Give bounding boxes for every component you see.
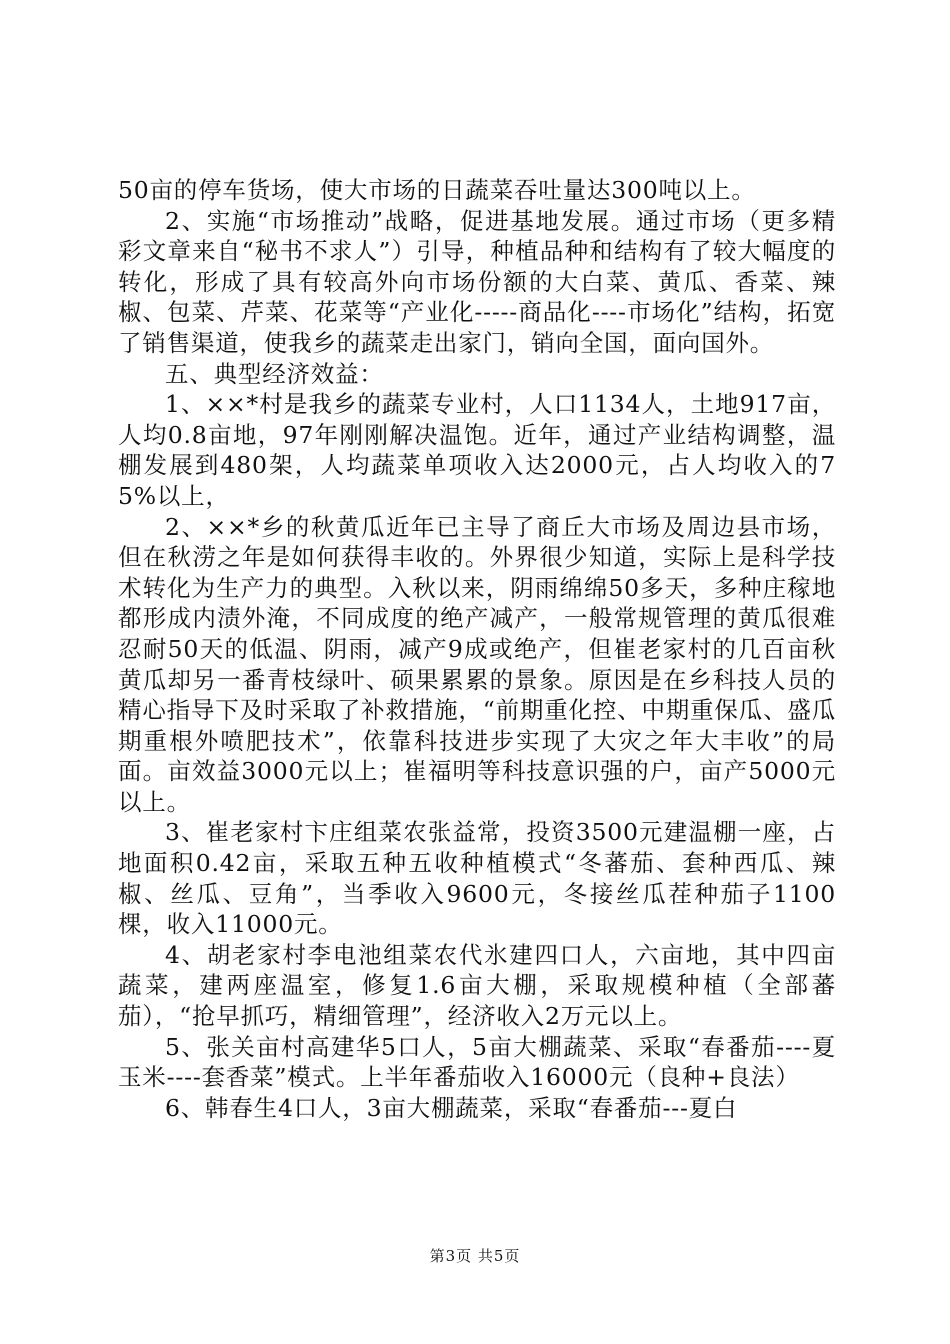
paragraph-continuation: 50亩的停车货场，使大市场的日蔬菜吞吐量达300吨以上。 (118, 176, 756, 204)
paragraph-example-1: 1、××*村是我乡的蔬菜专业村，人口1134人，土地917亩，人均0.8亩地，97年刚刚解决温饱。近年，通过产业结构调整，温棚发展到480架，人均蔬菜单项收入达2000元，占人均收入的75%以上， (118, 390, 836, 510)
paragraph-market-strategy: 2、实施“市场推动”战略，促进基地发展。通过市场（更多精彩文章来自“秘书不求人”）引导，种植品种和结构有了较大幅度的转化，形成了具有较高外向市场份额的大白菜、黄瓜、香菜、辣椒、包菜、芹菜、花菜等“产业化-----商品化----市场化”结构，拓宽了销售渠道，使我乡的蔬菜走出家门，销向全国，面向国外。 (118, 206, 836, 357)
paragraph-example-5: 5、张关亩村高建华5口人，5亩大棚蔬菜、采取“春番茄----夏玉米----套香菜”模式。上半年番茄收入16000元（良种+良法） (118, 1032, 836, 1092)
section-heading-economic-benefits: 五、典型经济效益： (165, 359, 384, 388)
page-number-footer: 第3页 共5页 (429, 1247, 521, 1265)
paragraph-example-3: 3、崔老家村卞庄组菜农张益常，投资3500元建温棚一座，占地面积0.42亩，采取五种五收种植模式“冬蕃茄、套种西瓜、辣椒、丝瓜、豆角”，当季收入9600元，冬接丝瓜茬种茄子1100棵，收入11000元。 (118, 818, 836, 939)
document-body (118, 175, 836, 1123)
paragraph-example-2: 2、××*乡的秋黄瓜近年已主导了商丘大市场及周边县市场，但在秋涝之年是如何获得丰收的。外界很少知道，实际上是科学技术转化为生产力的典型。入秋以来，阴雨绵绵50多天，多种庄稼地都形成内渍外淹，不同成度的绝产减产，一般常规管理的黄瓜很难忍耐50天的低温、阴雨，减产9成或绝产，但崔老家村的几百亩秋黄瓜却另一番青枝绿叶、硕果累累的景象。原因是在乡科技人员的精心指导下及时采取了补救措施，“前期重化控、中期重保瓜、盛瓜期重根外喷肥技术”，依靠科技进步实现了大灾之年大丰收”的局面。亩效益3000元以上；崔福明等科技意识强的户，亩产5000元以上。 (118, 512, 836, 816)
paragraph-example-4: 4、胡老家村李电池组菜农代氷建四口人，六亩地，其中四亩蔬菜，建两座温室，修复1.6亩大棚，采取规模种植（全部蕃茄），“抢早抓巧，精细管理”，经济收入2万元以上。 (118, 940, 836, 1031)
paragraph-example-6: 6、韩春生4口人，3亩大棚蔬菜，采取“春番茄---夏白 (165, 1093, 738, 1122)
